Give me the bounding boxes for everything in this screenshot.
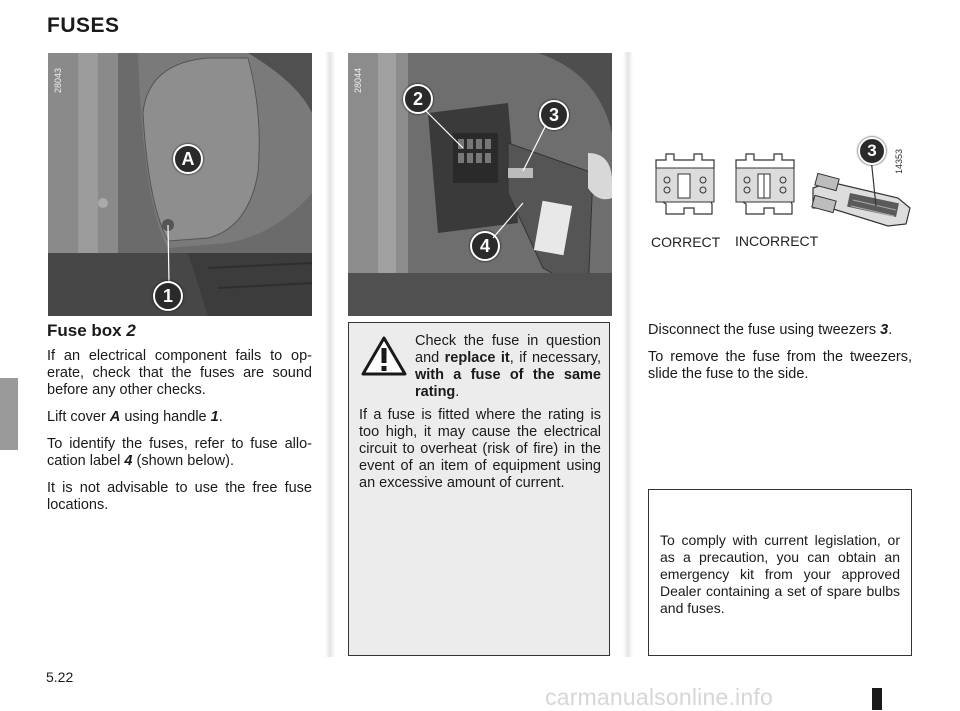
tweezers-section <box>648 322 912 393</box>
page-number: 5.22 <box>46 669 74 685</box>
corner-mark <box>872 688 882 710</box>
text: . <box>218 409 223 425</box>
column-divider-left <box>325 52 335 657</box>
ref-A: A <box>109 409 121 425</box>
fuse-box-photo <box>348 53 612 316</box>
ref-3: 3 <box>880 322 889 338</box>
warning-detail: If a fuse is fitted where the rating is too high, it may cause the electrical circuit to overheat (risk of fire) in the event of an item of equipment using an excessive amount of current. <box>359 407 601 491</box>
paragraph-disconnect <box>648 322 912 339</box>
fuse-cover-photo-art <box>48 53 312 316</box>
paragraph-remove: To remove the fuse from the tweezers, slide the fuse to the side. <box>648 349 912 382</box>
text: . <box>455 384 460 400</box>
warning-lead <box>415 333 601 401</box>
paragraph-cover <box>47 409 312 426</box>
callout-A: A <box>173 144 203 174</box>
text: Lift cover <box>47 409 110 425</box>
photo-code: 28044 <box>353 67 363 93</box>
label-incorrect: INCORRECT <box>735 233 819 249</box>
section-tab <box>0 378 18 450</box>
heading-ref: 2 <box>126 321 136 340</box>
callout-leaders <box>348 53 612 316</box>
ref-4: 4 <box>124 453 133 469</box>
page-title: FUSES <box>47 14 120 37</box>
label-correct: CORRECT <box>651 234 721 250</box>
fuse-cover-photo <box>48 53 312 316</box>
note-text: To comply with current legislation, or as a precaution, you can obtain an emergency kit from your approved Dealer containing a set of spare bulbs and fuses. <box>660 532 900 616</box>
callout-2: 2 <box>403 84 433 114</box>
text: . <box>888 322 893 338</box>
fuse-box-section <box>47 322 312 524</box>
section-heading <box>47 322 312 339</box>
warning-triangle-icon <box>361 335 407 377</box>
text: Disconnect the fuse using tweezers <box>648 322 881 338</box>
text: , if necessary, <box>509 350 601 366</box>
watermark: carmanualsonline.info <box>545 684 773 710</box>
callout-4: 4 <box>470 231 500 261</box>
note-box <box>648 489 912 656</box>
text-bold: replace it <box>444 350 510 366</box>
diagram-code: 14353 <box>894 148 904 174</box>
text: (shown below). <box>132 453 235 469</box>
text: using handle <box>120 409 211 425</box>
callout-1: 1 <box>153 281 183 311</box>
fuse-correct-drawing <box>656 154 714 214</box>
text: To identify the fuses, refer to fuse allo-cation label <box>47 436 312 469</box>
text-bold: with a fuse of the same rating <box>415 367 601 400</box>
paragraph-label <box>47 436 312 470</box>
callout-tweezers-3: 3 <box>858 137 886 165</box>
fuse-incorrect-drawing <box>736 154 794 214</box>
paragraph-free-locations: It is not advisable to use the free fuse locations. <box>47 480 312 513</box>
paragraph-intro: If an electrical component fails to op-erate, check that the fuses are sound before any other checks. <box>47 348 312 398</box>
photo-code: 28043 <box>53 67 63 93</box>
text: Check the fuse in question and <box>415 333 601 366</box>
warning-box <box>348 322 610 656</box>
ref-1: 1 <box>210 409 219 425</box>
heading-text: Fuse box <box>47 321 127 340</box>
callout-3: 3 <box>539 100 569 130</box>
column-divider-right <box>623 52 633 657</box>
